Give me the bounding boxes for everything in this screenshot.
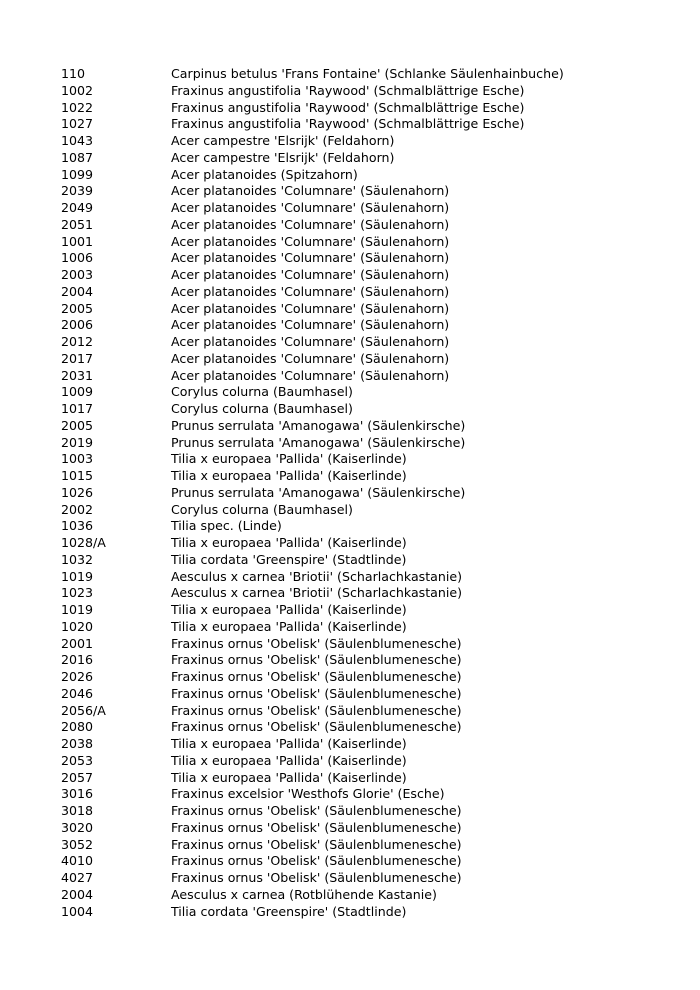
tree-species: Tilia x europaea 'Pallida' (Kaiserlinde): [171, 752, 407, 768]
tree-species: Acer platanoides (Spitzahorn): [171, 166, 358, 182]
list-item: [61, 384, 681, 401]
tree-number: 2026: [61, 669, 94, 684]
tree-number: 1019: [61, 602, 94, 617]
list-item: [61, 66, 681, 83]
tree-species: Aesculus x carnea 'Briotii' (Scharlachkastanie): [171, 568, 463, 584]
tree-number: 1023: [61, 585, 94, 601]
list-item: [61, 284, 681, 301]
list-item: [61, 451, 681, 468]
tree-species: Tilia x europaea 'Pallida' (Kaiserlinde): [171, 451, 407, 467]
tree-number: 3016: [61, 786, 94, 802]
list-item: [61, 585, 681, 602]
tree-species: Carpinus betulus 'Frans Fontaine' (Schlanke Säulenhainbuche): [171, 66, 564, 81]
list-item: [61, 686, 681, 703]
tree-species: Prunus serrulata 'Amanogawa' (Säulenkirsche): [171, 484, 466, 500]
tree-species: Prunus serrulata 'Amanogawa' (Säulenkirsche): [171, 417, 466, 433]
tree-number: 1043: [61, 133, 94, 148]
tree-number: 2003: [61, 267, 94, 282]
tree-species: Tilia x europaea 'Pallida' (Kaiserlinde): [171, 618, 407, 634]
tree-species: Tilia x europaea 'Pallida' (Kaiserlinde): [171, 602, 407, 617]
tree-number: 1002: [61, 82, 94, 98]
tree-species: Acer platanoides 'Columnare' (Säulenahorn): [171, 367, 450, 383]
list-item: [61, 368, 681, 385]
list-item: [61, 267, 681, 284]
tree-species: Corylus colurna (Baumhasel): [171, 401, 353, 416]
tree-species: Fraxinus angustifolia 'Raywood' (Schmalblättrige Esche): [171, 116, 525, 132]
list-item: [61, 552, 681, 569]
tree-species: Aesculus x carnea 'Briotii' (Scharlachkastanie): [171, 585, 463, 601]
tree-species: Fraxinus ornus 'Obelisk' (Säulenblumenesche): [171, 669, 462, 684]
list-item: [61, 133, 681, 150]
list-item: [61, 217, 681, 234]
list-item: [61, 351, 681, 368]
tree-species: Prunus serrulata 'Amanogawa' (Säulenkirsche): [171, 434, 466, 450]
tree-species: Aesculus x carnea (Rotblühende Kastanie): [171, 886, 437, 902]
tree-species: Acer platanoides 'Columnare' (Säulenahorn): [171, 200, 450, 215]
tree-species: Corylus colurna (Baumhasel): [171, 501, 353, 517]
list-item: [61, 719, 681, 736]
tree-number: 2006: [61, 317, 94, 333]
tree-number: 1020: [61, 618, 94, 634]
list-item: [61, 485, 681, 502]
list-item: [61, 334, 681, 351]
list-item: [61, 820, 681, 837]
list-item: [61, 703, 681, 720]
tree-number: 3018: [61, 803, 94, 818]
tree-species: Acer platanoides 'Columnare' (Säulenahorn): [171, 183, 450, 199]
tree-species: Tilia x europaea 'Pallida' (Kaiserlinde): [171, 468, 407, 483]
list-item: [61, 786, 681, 803]
tree-species: Acer platanoides 'Columnare' (Säulenahorn): [171, 300, 450, 316]
tree-species: Fraxinus angustifolia 'Raywood' (Schmalblättrige Esche): [171, 99, 525, 115]
tree-number: 2039: [61, 183, 94, 199]
list-item: [61, 870, 681, 887]
list-item: [61, 435, 681, 452]
tree-number: 2005: [61, 417, 94, 433]
tree-species: Fraxinus ornus 'Obelisk' (Säulenblumenesche): [171, 803, 462, 818]
tree-species: Tilia cordata 'Greenspire' (Stadtlinde): [171, 903, 407, 919]
list-item: [61, 250, 681, 267]
tree-number: 1006: [61, 250, 94, 266]
tree-number: 3020: [61, 819, 94, 835]
tree-number: 1009: [61, 384, 94, 400]
tree-species: Fraxinus ornus 'Obelisk' (Säulenblumenesche): [171, 719, 462, 735]
tree-number: 2005: [61, 300, 94, 316]
tree-number: 1019: [61, 568, 94, 584]
tree-number: 1032: [61, 551, 94, 567]
tree-number: 1036: [61, 518, 94, 534]
tree-species: Acer platanoides 'Columnare' (Säulenahorn): [171, 350, 450, 366]
tree-species: Acer platanoides 'Columnare' (Säulenahorn): [171, 233, 450, 249]
tree-number: 2001: [61, 635, 94, 651]
tree-list: [61, 66, 681, 920]
tree-number: 2080: [61, 719, 94, 735]
tree-number: 2017: [61, 350, 94, 366]
tree-species: Acer platanoides 'Columnare' (Säulenahorn): [171, 317, 450, 333]
list-item: [61, 535, 681, 552]
tree-species: Fraxinus excelsior 'Westhofs Glorie' (Esche): [171, 786, 445, 802]
tree-number: 4010: [61, 853, 94, 869]
list-item: [61, 183, 681, 200]
list-item: [61, 736, 681, 753]
list-item: [61, 636, 681, 653]
tree-number: 1001: [61, 233, 94, 249]
tree-species: Fraxinus ornus 'Obelisk' (Säulenblumenesche): [171, 652, 462, 668]
tree-number: 2046: [61, 685, 94, 701]
list-item: [61, 200, 681, 217]
tree-number: 2016: [61, 652, 94, 668]
list-item: [61, 100, 681, 117]
list-item: [61, 418, 681, 435]
tree-number: 1027: [61, 116, 94, 132]
tree-number: 1003: [61, 451, 94, 467]
tree-species: Tilia spec. (Linde): [171, 518, 282, 534]
tree-number: 110: [61, 66, 86, 81]
tree-species: Fraxinus ornus 'Obelisk' (Säulenblumenesche): [171, 870, 462, 885]
list-item: [61, 502, 681, 519]
list-item: [61, 317, 681, 334]
tree-species: Acer platanoides 'Columnare' (Säulenahorn): [171, 250, 450, 266]
tree-species: Fraxinus ornus 'Obelisk' (Säulenblumenesche): [171, 836, 462, 852]
list-item: [61, 619, 681, 636]
list-item: [61, 401, 681, 418]
tree-number: 2002: [61, 501, 94, 517]
list-item: [61, 518, 681, 535]
list-item: [61, 602, 681, 619]
list-item: [61, 116, 681, 133]
tree-species: Fraxinus ornus 'Obelisk' (Säulenblumenesche): [171, 702, 462, 718]
tree-species: Fraxinus angustifolia 'Raywood' (Schmalblättrige Esche): [171, 82, 525, 98]
tree-number: 2004: [61, 886, 94, 902]
tree-species: Acer platanoides 'Columnare' (Säulenahorn): [171, 283, 450, 299]
tree-number: 1015: [61, 468, 94, 483]
list-item: [61, 83, 681, 100]
tree-species: Tilia x europaea 'Pallida' (Kaiserlinde): [171, 769, 407, 785]
list-item: [61, 569, 681, 586]
tree-species: Tilia x europaea 'Pallida' (Kaiserlinde): [171, 736, 407, 751]
list-item: [61, 669, 681, 686]
list-item: [61, 803, 681, 820]
tree-number: 2053: [61, 752, 94, 768]
tree-species: Fraxinus ornus 'Obelisk' (Säulenblumenesche): [171, 635, 462, 651]
tree-number: 2031: [61, 367, 94, 383]
tree-species: Acer platanoides 'Columnare' (Säulenahorn): [171, 267, 450, 282]
tree-number: 2019: [61, 434, 94, 450]
list-item: [61, 301, 681, 318]
tree-species: Corylus colurna (Baumhasel): [171, 384, 353, 400]
tree-number: 2038: [61, 736, 94, 751]
tree-species: Tilia x europaea 'Pallida' (Kaiserlinde): [171, 535, 407, 550]
tree-number: 1099: [61, 166, 94, 182]
list-item: [61, 753, 681, 770]
list-item: [61, 234, 681, 251]
list-item: [61, 167, 681, 184]
tree-number: 2051: [61, 216, 94, 232]
list-item: [61, 887, 681, 904]
tree-species: Acer campestre 'Elsrijk' (Feldahorn): [171, 133, 395, 148]
tree-number: 1087: [61, 149, 94, 165]
tree-number: 4027: [61, 870, 94, 885]
tree-species: Acer platanoides 'Columnare' (Säulenahorn): [171, 216, 450, 232]
list-item: [61, 468, 681, 485]
tree-species: Acer platanoides 'Columnare' (Säulenahorn): [171, 334, 450, 349]
tree-species: Acer campestre 'Elsrijk' (Feldahorn): [171, 149, 395, 165]
tree-number: 1004: [61, 903, 94, 919]
tree-species: Fraxinus ornus 'Obelisk' (Säulenblumenesche): [171, 853, 462, 869]
tree-species: Fraxinus ornus 'Obelisk' (Säulenblumenesche): [171, 819, 462, 835]
tree-number: 2004: [61, 283, 94, 299]
tree-number: 2049: [61, 200, 94, 215]
tree-species: Fraxinus ornus 'Obelisk' (Säulenblumenesche): [171, 685, 462, 701]
list-item: [61, 652, 681, 669]
list-item: [61, 837, 681, 854]
tree-number: 3052: [61, 836, 94, 852]
tree-species: Tilia cordata 'Greenspire' (Stadtlinde): [171, 551, 407, 567]
list-item: [61, 853, 681, 870]
tree-number: 2012: [61, 334, 94, 349]
list-item: [61, 770, 681, 787]
tree-number: 1028/A: [61, 535, 106, 550]
tree-number: 1022: [61, 99, 94, 115]
tree-number: 1026: [61, 484, 94, 500]
list-item: [61, 904, 681, 921]
tree-number: 1017: [61, 401, 94, 416]
list-item: [61, 150, 681, 167]
tree-number: 2057: [61, 769, 94, 785]
tree-number: 2056/A: [61, 702, 106, 718]
